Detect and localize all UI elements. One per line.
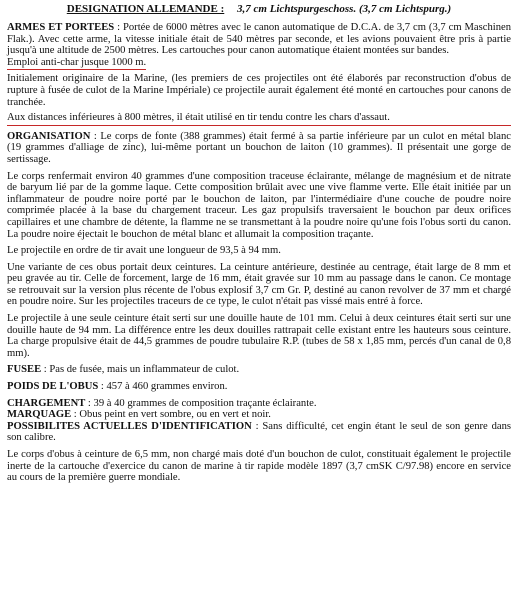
fusee-heading: FUSEE xyxy=(7,364,42,376)
organisation-heading: ORGANISATION xyxy=(7,130,91,142)
fusee-paragraph xyxy=(7,364,511,376)
possibilites-paragraph xyxy=(7,421,511,444)
title-line xyxy=(7,3,511,16)
poids-text: : 457 à 460 grammes environ. xyxy=(98,381,228,393)
poids-paragraph xyxy=(7,381,511,393)
poids-heading: POIDS DE L'OBUS xyxy=(7,381,99,393)
organisation-text: : Le corps de fonte (388 grammes) était fermé à sa partie inférieure par un culot en métal blanc (19 grammes d'alliage de zinc), lui-même portant un bouchon de laiton (10 grammes). Il présentait une gorge de sertissage. xyxy=(7,130,511,165)
final-paragraph: Le corps d'obus à ceinture de 6,5 mm, non chargé mais doté d'un bouchon de culot, constituait également le projectile inerte de la cartouche d'exercice du canon de marine à tir rapide modèle 1897 (3,7 cmSK C/97.98) encore en service au cours de la première guerre mondiale. xyxy=(7,449,511,484)
marquage-heading: MARQUAGE xyxy=(7,409,72,421)
variante-paragraph: Une variante de ces obus portait deux ceintures. La ceinture antérieure, destinée au centrage, était large de 8 mm et peu gravée au tir. Celle de forcement, large de 16 mm, était gravée sur 10 mm au passage dans le canon. Ce montage se retrouvait sur la version plus récente de l'obus explosif 3,7 cm Gr. P, destiné au canon revolver de 37 mm et chargé en poudre noire. Sur les projectiles traceurs de ce type, le culot n'était pas vissé mais entré à force. xyxy=(7,261,511,308)
fusee-text: : Pas de fusée, mais un inflammateur de culot. xyxy=(41,364,240,376)
armes-text: : Portée de 6000 mètres avec le canon automatique de D.C.A. de 3,7 cm (3,7 cm Maschinen Flak.). Avec cette arme, la vitesse initiale était de 540 mètres par seconde, et les avions pouvaient être pris à partie jusqu'à une altitude de 2500 mètres. Les cartouches pour canon automatique étaient montées sur bandes. xyxy=(7,22,511,57)
document-subtitle: 3,7 cm Lichtspurgeschoss. (3,7 cm Lichtspurg.) xyxy=(237,3,452,15)
distances-highlight: Aux distances inférieures à 800 mètres, il était utilisé en tir tendu contre les chars d'assaut. xyxy=(7,112,511,126)
marquage-paragraph xyxy=(7,409,511,421)
armes-paragraph xyxy=(7,22,511,57)
document-title: DESIGNATION ALLEMANDE : xyxy=(66,3,225,15)
corps-paragraph: Le corps renfermait environ 40 grammes d'une composition traceuse éclairante, mélange de magnésium et de nitrate de baryum lié par de la gomme laque. Cette composition brûlait avec une vive flamme verte. Elle était initiée par un inflammateur de poudre noire porté par le bouchon de laiton, par l'intermédiaire d'une couche de poudre noire comprimée placée à la base du chargement traceur. Les gaz propulsifs traversaient le bouchon par deux orifices capillaires et une chambre de détente, la flamme ne se transmettant à la poudre noire qu'une fois l'obus sorti du canon. La poudre noire éjectait le bouchon de métal blanc et allumait la composition traçante. xyxy=(7,170,511,240)
initial-paragraph: Initialement originaire de la Marine, (les premiers de ces projectiles ont été élaborés par reconstruction d'obus de rupture à fusée de culot de la Marine Impériale) ce projectile aurait également été monté en cartouches pour canons de tranchée. xyxy=(7,73,511,108)
possibilites-heading: POSSIBILITES ACTUELLES D'IDENTIFICATION xyxy=(7,420,252,432)
anti-char-highlight: Emploi anti-char jusque 1000 m. xyxy=(7,56,147,68)
anti-char-line xyxy=(7,57,511,69)
chargement-heading: CHARGEMENT xyxy=(7,397,86,409)
distances-paragraph xyxy=(7,112,511,126)
ceinture-paragraph: Le projectile à une seule ceinture était serti sur une douille haute de 101 mm. Celui à deux ceintures était serti sur une douille haute de 94 mm. La différence entre les deux douilles rattrapait celle existant entre les hauteurs sous ceinture. La charge propulsive était de 44,5 grammes de poudre tubulaire R.P. (tubes de 58 x 1,85 mm, percés d'un canal de 0,8 mm). xyxy=(7,313,511,359)
organisation-paragraph xyxy=(7,131,511,166)
armes-heading: ARMES ET PORTEES xyxy=(7,22,115,33)
chargement-text: : 39 à 40 grammes de composition traçante éclairante. xyxy=(85,397,317,409)
possibilites-text: : Sans difficulté, cet engin étant le seul de son genre dans son calibre. xyxy=(7,420,511,444)
marquage-text: : Obus peint en vert sombre, ou en vert et noir. xyxy=(71,409,271,421)
chargement-paragraph xyxy=(7,398,511,410)
longueur-paragraph: Le projectile en ordre de tir avait une longueur de 93,5 à 94 mm. xyxy=(7,245,281,257)
